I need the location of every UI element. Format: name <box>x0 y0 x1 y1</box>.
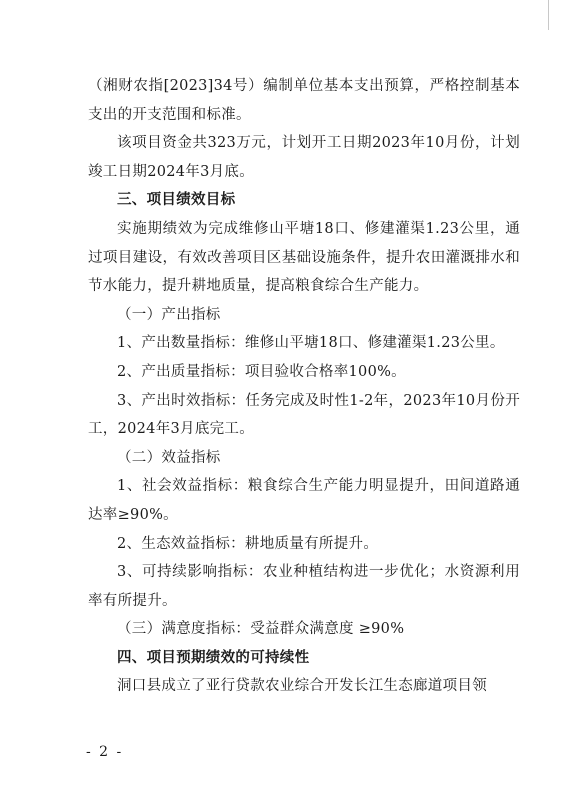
page-number: - 2 - <box>86 744 124 760</box>
scan-edge-line <box>548 0 549 30</box>
paragraph-output-quantity: 1、产出数量指标：维修山平塘18口、修建灌渠1.23公里。 <box>117 335 505 352</box>
paragraph-social-benefit: 1、社会效益指标：粮食综合生产能力明显提升，田间道路通达率≥90%。 <box>88 478 520 523</box>
paragraph-sustainable-impact: 3、可持续影响指标：农业种植结构进一步优化；水资源利用率有所提升。 <box>88 564 520 609</box>
subheading-output-indicators: （一）产出指标 <box>117 306 221 323</box>
paragraph-output-quality: 2、产出质量指标：项目验收合格率100%。 <box>117 363 406 380</box>
paragraph-funding-schedule: 该项目资金共323万元，计划开工日期2023年10月份，计划竣工日期2024年3月底。 <box>88 135 520 180</box>
subheading-benefit-indicators: （二）效益指标 <box>117 449 221 466</box>
paragraph-sustainability-start: 洞口县成立了亚行贷款农业综合开发长江生态廊道项目领 <box>117 678 487 695</box>
paragraph-implementation-goals: 实施期绩效为完成维修山平塘18口、修建灌渠1.23公里，通过项目建设，有效改善项目区基础设施条件，提升农田灌溉排水和节水能力，提升耕地质量，提高粮食综合生产能力。 <box>88 220 520 295</box>
paragraph-ecological-benefit: 2、生态效益指标：耕地质量有所提升。 <box>117 535 379 552</box>
paragraph-output-timeliness: 3、产出时效指标：任务完成及时性1-2年，2023年10月份开工，2024年3月底完工。 <box>88 392 520 438</box>
subheading-satisfaction-indicators: （三）满意度指标：受益群众满意度 ≥90% <box>117 621 405 638</box>
section-heading-performance-goals: 三、项目绩效目标 <box>117 192 236 209</box>
paragraph-budget-basis: （湘财农指[2023]34号）编制单位基本支出预算，严格控制基本支出的开支范围和标准。 <box>88 78 520 123</box>
document-body <box>88 72 520 701</box>
section-heading-sustainability: 四、项目预期绩效的可持续性 <box>117 649 310 666</box>
